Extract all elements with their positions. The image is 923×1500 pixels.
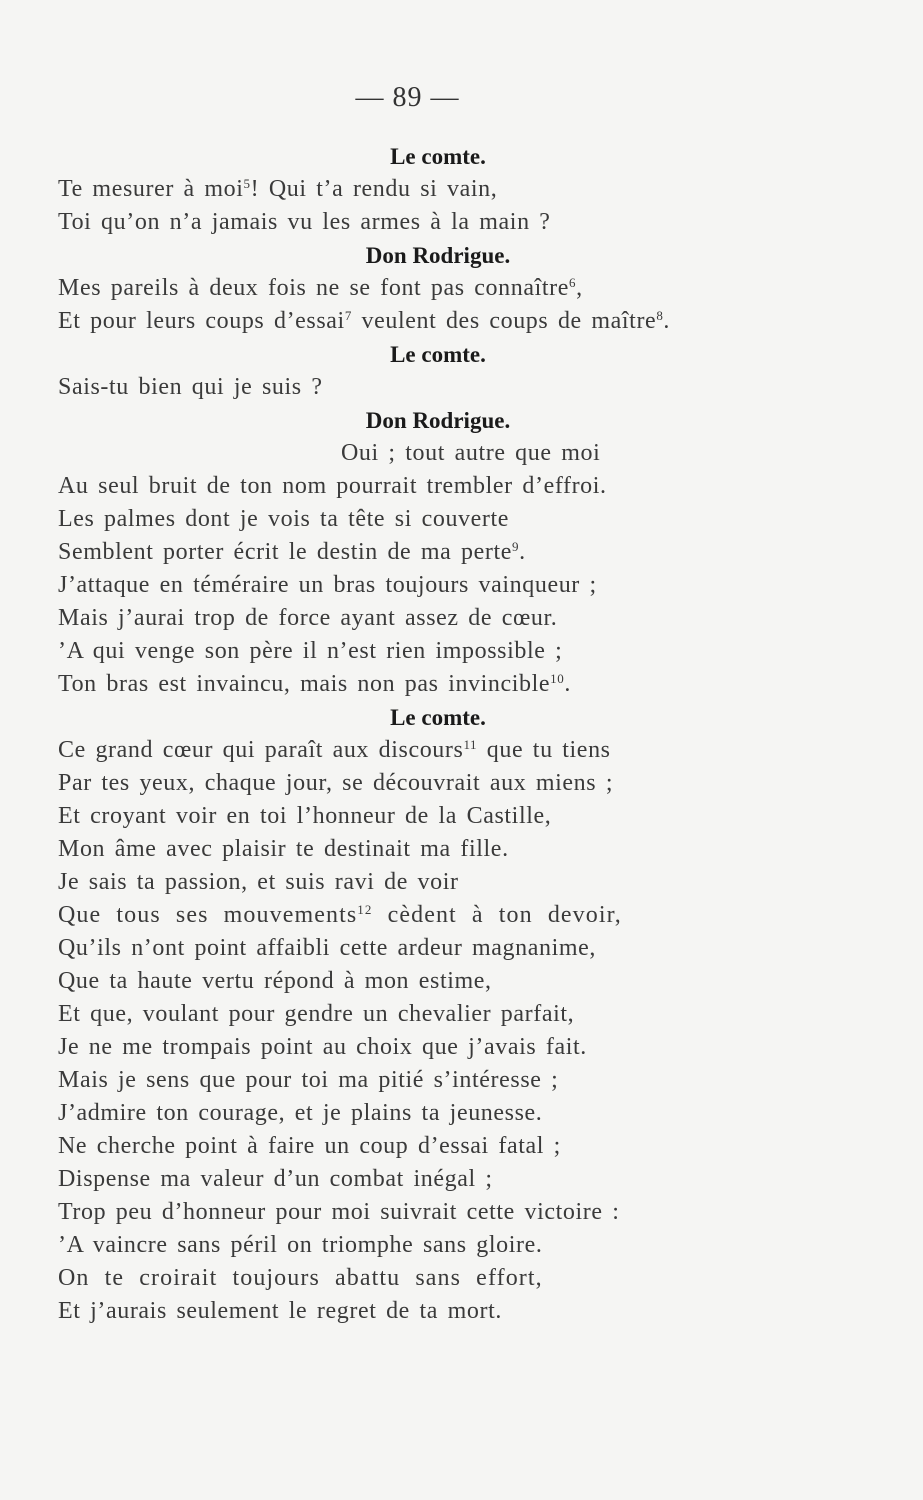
speaker-name: [58, 338, 818, 371]
page-number: — 89 —: [355, 82, 460, 113]
verse-line: [58, 503, 818, 536]
verse-line: [58, 833, 818, 866]
verse-text: .: [663, 308, 671, 334]
verse-line: [58, 1097, 818, 1130]
verse-line: [58, 1064, 818, 1097]
verse-text: Ne cherche point à faire un coup d’essai fatal ;: [58, 1133, 561, 1159]
speaker-name: [58, 239, 818, 272]
verse-text: Que tous ses mouvements: [58, 902, 358, 928]
speaker-label: Le comte.: [390, 144, 486, 169]
verse-line: [58, 800, 818, 833]
verse-text: ’A vaincre sans péril on triomphe sans gloire.: [58, 1232, 543, 1258]
footnote-ref: 11: [463, 737, 478, 752]
verse-line: [58, 998, 818, 1031]
verse-text: Mais j’aurai trop de force ayant assez de cœur.: [58, 605, 558, 631]
verse-line: [58, 1295, 818, 1328]
speaker-name: [58, 701, 818, 734]
speaker-label: Le comte.: [390, 705, 486, 730]
verse-line: [58, 932, 818, 965]
verse-line: [58, 1229, 818, 1262]
footnote-ref: 8: [656, 308, 664, 323]
verse-line: [58, 371, 818, 404]
verse-text: cèdent à ton devoir,: [372, 902, 622, 928]
verse-line: [58, 866, 818, 899]
verse-line: [58, 569, 818, 602]
verse-text: Je ne me trompais point au choix que j’avais fait.: [58, 1034, 587, 1060]
verse-text: Sais-tu bien qui je suis ?: [58, 374, 323, 400]
verse-text: Toi qu’on n’a jamais vu les armes à la main ?: [58, 209, 551, 235]
footnote-ref: 12: [357, 902, 373, 917]
verse-line: [58, 635, 818, 668]
verse-text: Mais je sens que pour toi ma pitié s’intéresse ;: [58, 1067, 559, 1093]
verse-text: Trop peu d’honneur pour moi suivrait cette victoire :: [58, 1199, 620, 1225]
speaker-label: Don Rodrigue.: [365, 408, 511, 433]
play-text: [58, 140, 818, 1328]
verse-text: J’admire ton courage, et je plains ta jeunesse.: [58, 1100, 543, 1126]
verse-text: Et j’aurais seulement le regret de ta mort.: [58, 1298, 502, 1324]
verse-line: [58, 437, 818, 470]
footnote-ref: 7: [344, 308, 352, 323]
verse-text: Et que, voulant pour gendre un chevalier parfait,: [58, 1001, 575, 1027]
verse-line: [58, 1262, 818, 1295]
verse-text: Et pour leurs coups d’essai: [58, 308, 345, 334]
speaker-name: [58, 404, 818, 437]
verse-text: Ton bras est invaincu, mais non pas invincible: [58, 671, 551, 697]
footnote-ref: 9: [511, 539, 520, 554]
verse-text: Mes pareils à deux fois ne se font pas connaître: [58, 275, 569, 301]
verse-text: Oui ; tout autre que moi: [341, 440, 601, 466]
verse-line: [58, 767, 818, 800]
verse-text: Te mesurer à moi: [58, 176, 244, 202]
verse-text: .: [519, 539, 526, 565]
verse-text: Je sais ta passion, et suis ravi de voir: [58, 869, 459, 895]
verse-text: ,: [576, 275, 583, 301]
footnote-ref: 10: [550, 671, 565, 686]
verse-line: [58, 272, 818, 305]
speaker-label: Don Rodrigue.: [365, 243, 511, 268]
verse-line: [58, 668, 818, 701]
verse-line: [58, 965, 818, 998]
verse-line: [58, 470, 818, 503]
verse-line: [58, 536, 818, 569]
verse-line: [58, 734, 818, 767]
verse-text: Et croyant voir en toi l’honneur de la Castille,: [58, 803, 552, 829]
speaker-label: Le comte.: [390, 342, 486, 367]
verse-line: [58, 1163, 818, 1196]
verse-text: Les palmes dont je vois ta tête si couverte: [58, 506, 510, 532]
speaker-name: [58, 140, 818, 173]
verse-text: Ce grand cœur qui paraît aux discours: [58, 737, 464, 763]
verse-text: Semblent porter écrit le destin de ma perte: [58, 539, 512, 565]
verse-text: ! Qui t’a rendu si vain,: [250, 176, 498, 202]
verse-line: [58, 1031, 818, 1064]
verse-line: [58, 899, 818, 932]
verse-text: On te croirait toujours abattu sans effort,: [58, 1265, 543, 1291]
verse-text: Au seul bruit de ton nom pourrait trembler d’effroi.: [58, 473, 607, 499]
footnote-ref: 6: [569, 275, 577, 290]
verse-line: [58, 173, 818, 206]
verse-text: Par tes yeux, chaque jour, se découvrait aux miens ;: [58, 770, 614, 796]
verse-text: veulent des coups de maître: [351, 308, 657, 334]
verse-text: Mon âme avec plaisir te destinait ma fille.: [58, 836, 509, 862]
verse-text: J’attaque en téméraire un bras toujours vainqueur ;: [58, 572, 597, 598]
verse-text: .: [564, 671, 571, 697]
verse-line: [58, 602, 818, 635]
verse-text: que tu tiens: [477, 737, 611, 763]
verse-text: Que ta haute vertu répond à mon estime,: [58, 968, 492, 994]
verse-line: [58, 206, 818, 239]
verse-text: ’A qui venge son père il n’est rien impossible ;: [58, 638, 563, 664]
verse-line: [58, 305, 818, 338]
footnote-ref: 5: [243, 176, 251, 191]
verse-line: [58, 1130, 818, 1163]
verse-text: Qu’ils n’ont point affaibli cette ardeur magnanime,: [58, 935, 596, 961]
verse-line: [58, 1196, 818, 1229]
verse-text: Dispense ma valeur d’un combat inégal ;: [58, 1166, 493, 1192]
